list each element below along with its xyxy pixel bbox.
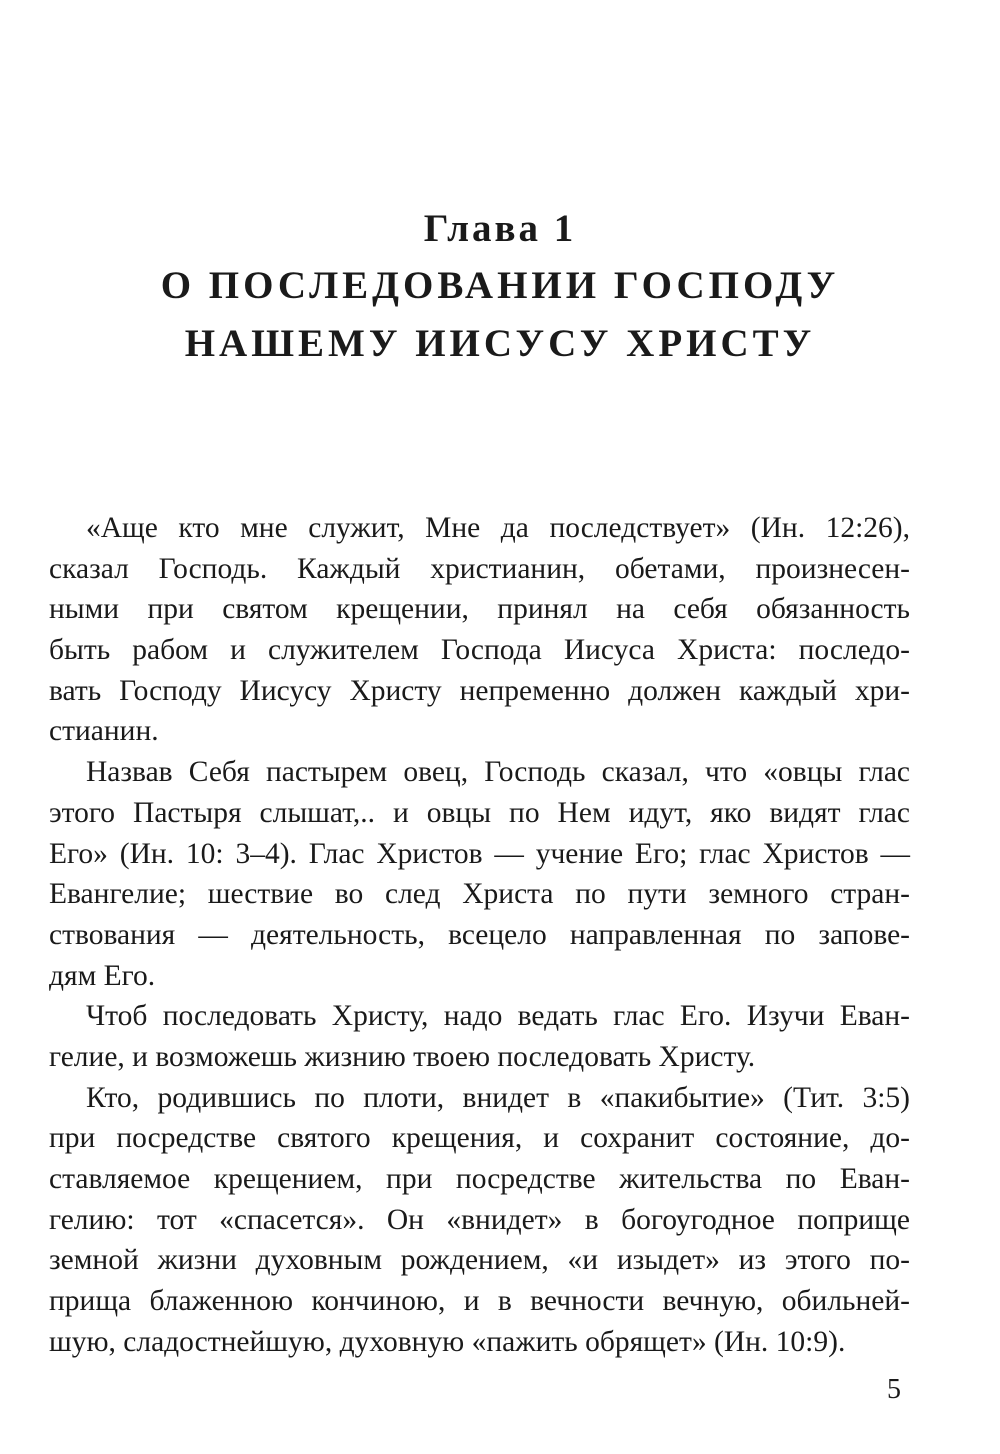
text-line: Кто, родившись по плоти, внидет в «пакибытие» (Тит. 3:5) — [86, 1081, 910, 1114]
paragraph — [49, 508, 910, 752]
body-text — [49, 508, 910, 1362]
chapter-heading — [0, 205, 1000, 373]
chapter-number: Глава 1 — [423, 207, 577, 250]
text-line: ствования — деятельность, всецело направленная по запове- — [49, 918, 910, 951]
text-line: вать Господу Иисусу Христу непременно должен каждый хри- — [49, 674, 910, 707]
text-line: Евангелие; шествие во след Христа по пути земного стран- — [49, 878, 910, 911]
text-line: дям Его. — [49, 959, 156, 992]
paragraph — [49, 1078, 910, 1363]
paragraph — [49, 752, 910, 996]
text-line: Чтоб последовать Христу, надо ведать глас Его. Изучи Еван- — [86, 1000, 910, 1033]
text-line: сказал Господь. Каждый христианин, обетами, произнесен- — [49, 552, 910, 585]
text-line: прища блаженною кончиною, и в вечности вечную, обильней- — [49, 1285, 910, 1318]
text-line: земной жизни духовным рождением, «и изыдет» из этого по- — [49, 1244, 910, 1277]
page-number: 5 — [887, 1374, 901, 1405]
chapter-title-line: О ПОСЛЕДОВАНИИ ГОСПОДУ — [160, 264, 840, 307]
text-line: гелию: тот «спасется». Он «внидет» в богоугодное поприще — [49, 1203, 910, 1236]
text-line: гелие, и возможешь жизнию твоею последовать Христу. — [49, 1040, 756, 1073]
chapter-title-line: НАШЕМУ ИИСУСУ ХРИСТУ — [184, 322, 816, 365]
text-line: ными при святом крещении, принял на себя обязанность — [49, 593, 910, 626]
text-line: быть рабом и служителем Господа Иисуса Христа: последо- — [49, 634, 910, 667]
paragraph — [49, 996, 910, 1077]
text-line: этого Пастыря слышат,.. и овцы по Нем идут, яко видят глас — [49, 796, 910, 829]
text-line: Назвав Себя пастырем овец, Господь сказал, что «овцы глас — [86, 756, 910, 789]
text-line: шую, сладостнейшую, духовную «пажить обрящет» (Ин. 10:9). — [49, 1325, 846, 1358]
chapter-title — [0, 257, 1000, 373]
text-line: стианин. — [49, 715, 159, 748]
text-line: «Аще кто мне служит, Мне да последствует» (Ин. 12:26), — [86, 512, 910, 544]
text-line: Его» (Ин. 10: 3–4). Глас Христов — учение Его; глас Христов — — [49, 837, 910, 870]
text-line: ставляемое крещением, при посредстве жительства по Еван- — [49, 1163, 910, 1195]
text-line: при посредстве святого крещения, и сохранит состояние, до- — [49, 1122, 910, 1155]
